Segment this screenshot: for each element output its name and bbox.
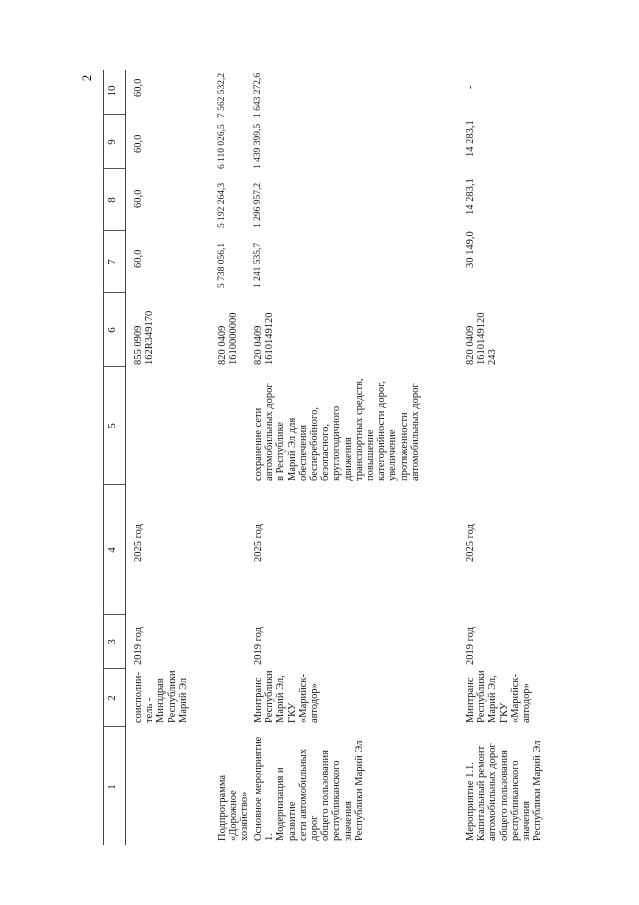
header-col-1: 1 <box>106 784 118 790</box>
header-col-5: 5 <box>106 423 118 429</box>
header-col-8: 8 <box>106 197 118 203</box>
col-divider <box>103 292 125 293</box>
row3-executor: Минтранс Республики Марий Эл, ГКУ «Марийск- автодор» <box>465 670 533 723</box>
row1-title: Подпрограмма «Дорожное хозяйство» <box>217 774 251 841</box>
row1-budget-code: 820 0409 1610000000 <box>217 312 240 365</box>
row1-value-7: 5 738 056,1 <box>217 242 227 288</box>
row0-end-year: 2025 год <box>133 524 144 562</box>
row0-budget-code: 855 0909 162R349170 <box>133 310 156 365</box>
row0-value-10: 60,0 <box>133 78 144 97</box>
row3-title: Мероприятие 1.1. Капитальный ремонт автомобильных дорог общего пользования республиканского значения Республики Марий Эл <box>465 740 544 841</box>
row0-value-9: 60,0 <box>133 134 144 153</box>
row2-budget-code: 820 0409 1610149120 <box>253 312 276 365</box>
col-divider <box>103 484 125 485</box>
row0-start-year: 2019 год <box>133 627 144 665</box>
row2-value-9: 1 439 399,5 <box>253 123 263 169</box>
header-col-3: 3 <box>106 639 118 645</box>
row0-value-8: 60,0 <box>133 189 144 208</box>
col-divider <box>103 668 125 669</box>
row3-budget-code: 820 0409 1610149120 243 <box>465 312 499 365</box>
header-col-2: 2 <box>106 695 118 701</box>
col-divider <box>103 614 125 615</box>
row2-description: сохранение сети автомобильных дорог в Республике Марий Эл для обеспечения бесперебойного, безопасного, круглогодичного движения транспортных средств, повышение категорийности дорог, увеличение протяженности автомобильных дорог <box>253 378 421 481</box>
col-divider <box>103 168 125 169</box>
header-col-7: 7 <box>106 259 118 265</box>
row3-start-year: 2019 год <box>465 627 476 665</box>
col-divider <box>103 366 125 367</box>
row2-value-7: 1 241 535,7 <box>253 242 263 288</box>
row0-value-7: 60,0 <box>133 249 144 268</box>
col-divider <box>103 726 125 727</box>
row3-value-10: - <box>465 85 476 89</box>
row2-start-year: 2019 год <box>253 627 264 665</box>
row3-end-year: 2025 год <box>465 524 476 562</box>
table-top-border <box>103 70 104 845</box>
row2-value-10: 1 643 272,6 <box>253 72 263 118</box>
row2-value-8: 1 296 957,2 <box>253 182 263 228</box>
header-col-6: 6 <box>106 327 118 333</box>
row3-value-7: 30 149,0 <box>465 231 476 268</box>
row3-value-9: 14 283,1 <box>465 120 476 157</box>
row2-executor: Минтранс Республики Марий Эл, ГКУ «Марийск- автодор» <box>253 670 321 723</box>
row3-value-8: 14 283,1 <box>465 178 476 215</box>
col-divider <box>103 114 125 115</box>
row0-executor: соисполни- тель - Минздрав Республики Марий Эл <box>133 670 189 723</box>
col-divider <box>103 230 125 231</box>
page-number: 2 <box>79 74 94 82</box>
budget-table <box>103 70 631 845</box>
row1-value-10: 7 562 532,2 <box>217 72 227 118</box>
row1-value-9: 6 110 026,5 <box>217 124 227 169</box>
header-col-10: 10 <box>106 85 118 97</box>
rotated-page <box>103 70 631 845</box>
header-col-9: 9 <box>106 139 118 145</box>
row2-end-year: 2025 год <box>253 524 264 562</box>
header-bottom-border <box>125 70 126 845</box>
header-col-4: 4 <box>106 547 118 553</box>
row2-title: Основное мероприятие 1. Модернизация и развитие сети автомобильных дорог общего пользования республиканского значения Республики Марий Эл <box>253 736 365 841</box>
row1-value-8: 5 192 264,3 <box>217 182 227 228</box>
